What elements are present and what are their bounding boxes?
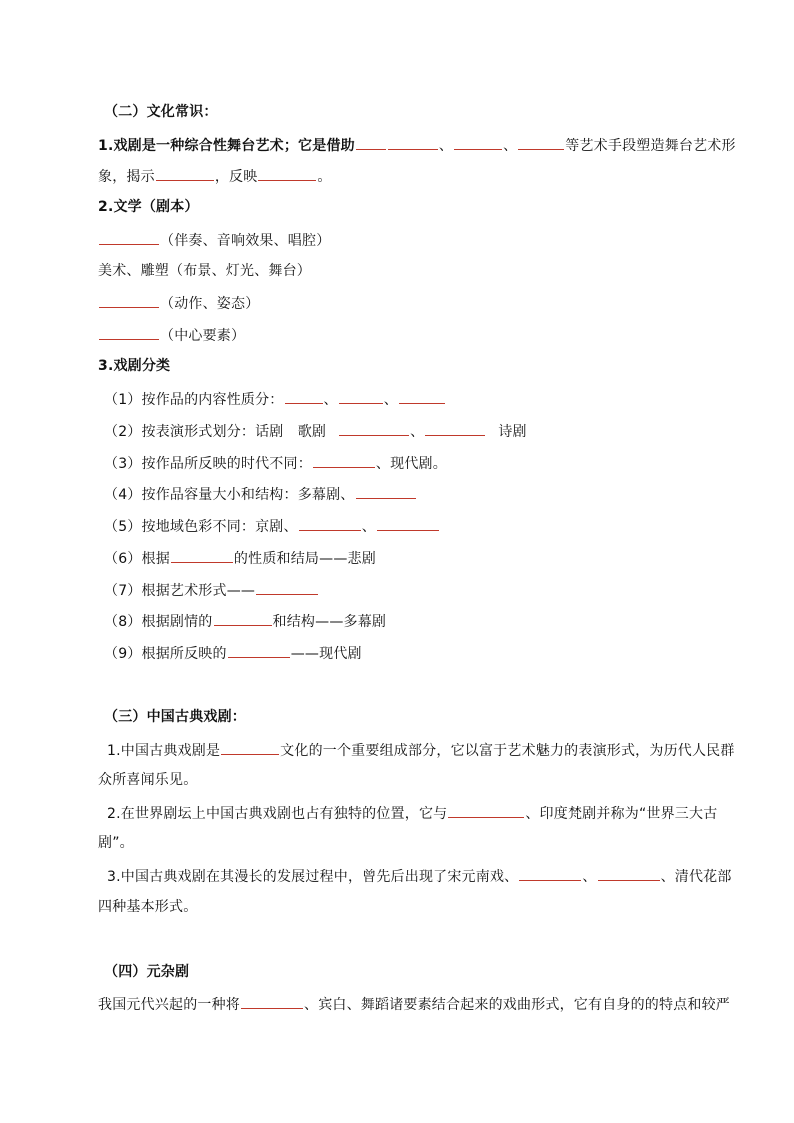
text: 1.戏剧是一种综合性舞台艺术；它是借助	[98, 138, 355, 154]
text: （8）根据剧情的	[104, 614, 213, 630]
blank-field[interactable]	[356, 135, 386, 150]
text: 2.在世界剧坛上中国古典戏剧也占有独特的位置，它与	[107, 806, 448, 822]
text: 1.中国古典戏剧是	[107, 743, 221, 759]
text: 、	[410, 424, 425, 440]
section-3-title: （三）中国古典戏剧：	[104, 709, 246, 725]
zaju-paragraph-line-1	[98, 994, 730, 1014]
text: 、清代花部	[660, 869, 732, 885]
text: （中心要素）	[160, 328, 246, 344]
text: （伴奏、音响效果、唱腔）	[160, 233, 331, 249]
text: （1）按作品的内容性质分：	[104, 392, 284, 408]
blank-field[interactable]	[377, 516, 439, 531]
blank-field[interactable]	[388, 135, 438, 150]
blank-field[interactable]	[221, 740, 279, 755]
paragraph-1-line-2	[98, 166, 332, 186]
blank-field[interactable]	[448, 803, 524, 818]
classification-7	[104, 580, 319, 600]
text: 文化的一个重要组成部分，它以富于艺术魅力的表演形式，为历代人民群	[280, 743, 735, 759]
text: 的性质和结局——悲剧	[233, 551, 376, 567]
blank-field[interactable]	[99, 230, 159, 245]
blank-field[interactable]	[258, 166, 316, 181]
blank-field[interactable]	[99, 293, 159, 308]
classical-paragraph-3-line-2: 四种基本形式。	[98, 899, 198, 915]
blank-field[interactable]	[99, 325, 159, 340]
text: 象，揭示	[98, 169, 155, 185]
subheading-literature: 2.文学（剧本）	[98, 199, 199, 215]
text: （3）按作品所反映的时代不同：	[104, 456, 312, 472]
text: （4）按作品容量大小和结构：多幕剧、	[104, 487, 355, 503]
text: （5）按地域色彩不同：京剧、	[104, 519, 298, 535]
blank-field[interactable]	[339, 389, 383, 404]
element-row-2: 美术、雕塑（布景、灯光、舞台）	[98, 263, 311, 279]
classification-9	[104, 643, 362, 663]
text: 3.中国古典戏剧在其漫长的发展过程中，曾先后出现了宋元南戏、	[107, 869, 519, 885]
blank-field[interactable]	[598, 866, 660, 881]
text: ，反映	[214, 169, 258, 185]
blank-field[interactable]	[339, 421, 409, 436]
element-row-3	[98, 293, 259, 313]
classification-5	[104, 516, 440, 536]
text: 、	[383, 392, 398, 408]
blank-field[interactable]	[156, 166, 214, 181]
text: 、	[503, 138, 518, 154]
classical-paragraph-3-line-1	[107, 866, 732, 886]
text: （9）根据所反映的	[104, 646, 227, 662]
blank-field[interactable]	[299, 516, 361, 531]
text: 、	[323, 392, 338, 408]
blank-field[interactable]	[518, 135, 564, 150]
text: 。	[317, 169, 332, 185]
text: 、印度梵剧并称为“世界三大古	[525, 806, 718, 822]
blank-field[interactable]	[171, 548, 233, 563]
text: 、	[361, 519, 376, 535]
paragraph-1-line-1	[98, 135, 736, 155]
blank-field[interactable]	[519, 866, 581, 881]
text: （6）根据	[104, 551, 170, 567]
classification-1	[104, 389, 446, 409]
text: 和结构——多幕剧	[272, 614, 387, 630]
classical-paragraph-2-line-1	[107, 803, 717, 823]
blank-field[interactable]	[356, 484, 416, 499]
classification-6	[104, 548, 376, 568]
text: 诗剧	[498, 424, 527, 440]
text: ——现代剧	[290, 646, 362, 662]
blank-field[interactable]	[241, 994, 303, 1009]
section-4-title: （四）元杂剧	[104, 964, 190, 980]
classification-4	[104, 484, 417, 504]
text: 、现代剧。	[375, 456, 447, 472]
classical-paragraph-1-line-2: 众所喜闻乐见。	[98, 772, 198, 788]
element-row-4	[98, 325, 245, 345]
classification-8	[104, 611, 386, 631]
text: 、	[438, 138, 454, 154]
blank-field[interactable]	[228, 643, 290, 658]
text: （2）按表演形式划分：话剧 歌剧	[104, 424, 327, 440]
classical-paragraph-1-line-1	[107, 740, 735, 760]
text: 、宾白、舞蹈诸要素结合起来的戏曲形式，它有自身的的特点和较严	[304, 997, 730, 1013]
blank-field[interactable]	[214, 611, 272, 626]
blank-field[interactable]	[285, 389, 323, 404]
blank-field[interactable]	[313, 453, 375, 468]
classification-2	[104, 421, 527, 441]
blank-field[interactable]	[425, 421, 485, 436]
classical-paragraph-2-line-2: 剧”。	[98, 835, 134, 851]
blank-field[interactable]	[399, 389, 445, 404]
text: （动作、姿态）	[160, 296, 260, 312]
subheading-classification: 3.戏剧分类	[98, 358, 171, 374]
classification-3	[104, 453, 447, 473]
text: （7）根据艺术形式——	[104, 583, 256, 599]
text: 、	[582, 869, 597, 885]
blank-field[interactable]	[454, 135, 502, 150]
text: 等艺术手段塑造舞台艺术形	[565, 138, 736, 154]
element-row-1	[98, 230, 330, 250]
blank-field[interactable]	[256, 580, 318, 595]
section-2-title: （二）文化常识：	[104, 104, 218, 120]
text: 我国元代兴起的一种将	[98, 997, 240, 1013]
